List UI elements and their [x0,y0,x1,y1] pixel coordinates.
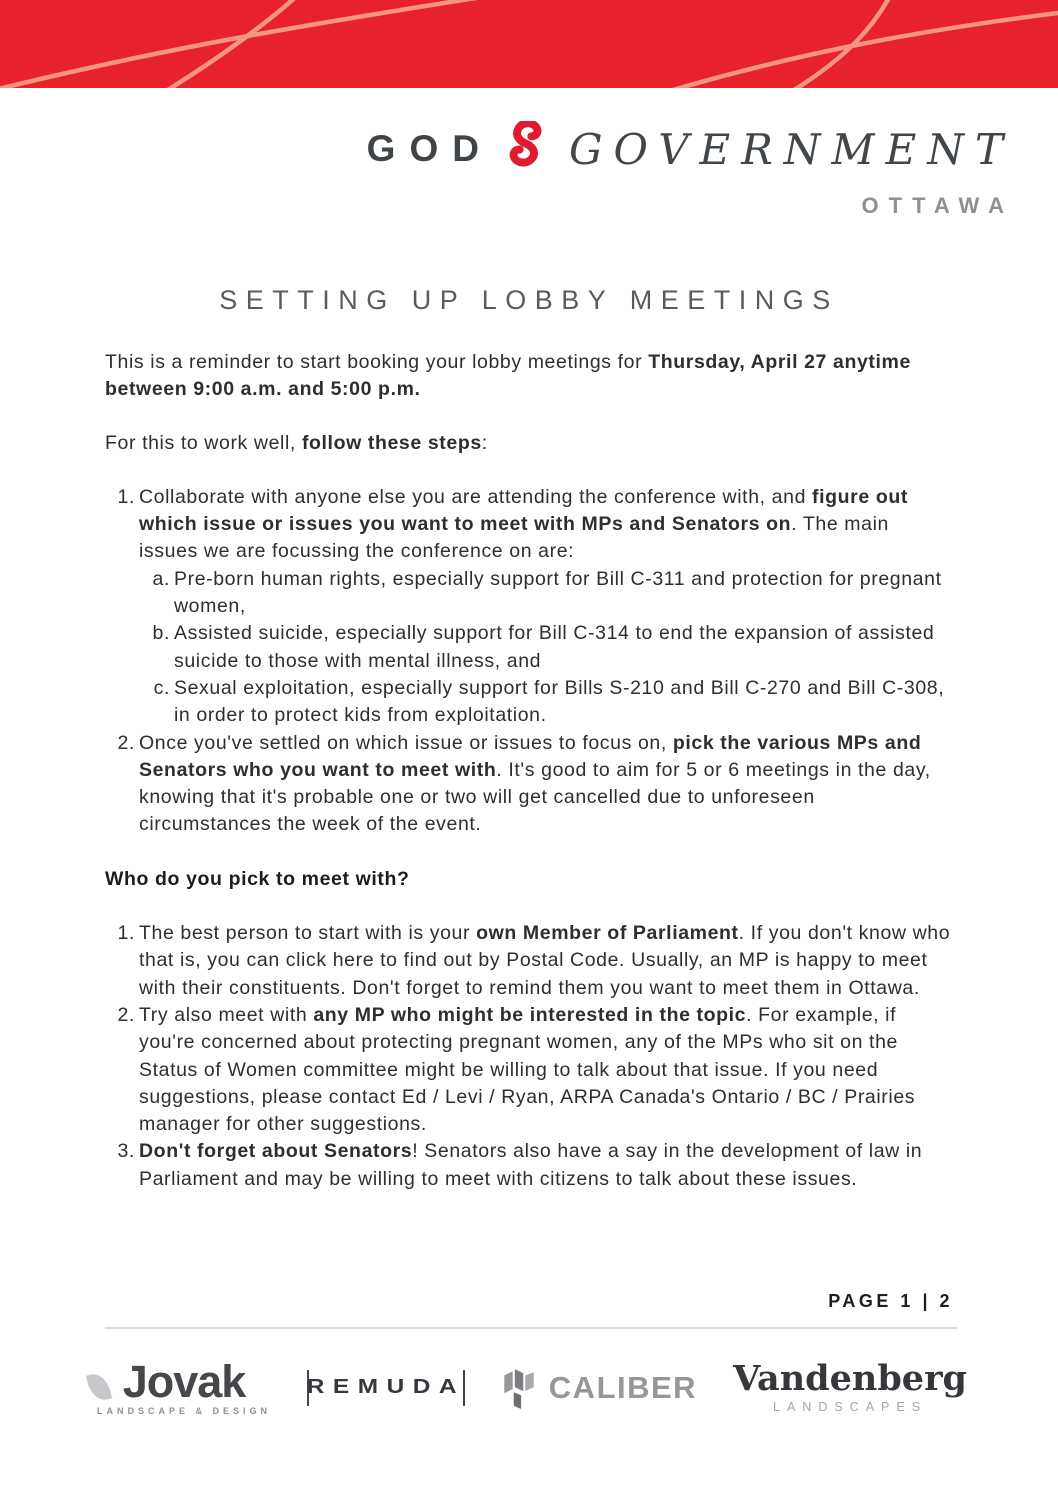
list-item: Collaborate with anyone else you are attending the conference with, and figure out which issue or issues you want to meet with MPs and Senators on. The main issues we are focussing the conference on are: Pre-born human rights, especially support for Bill C-311 and protection for pregnant women, Assisted suicide, especially support for Bill C-314 to end the expansion of assisted suicide to those with mental illness, and Sexual exploitation, especially support for Bills S-210 and Bill C-270 and Bill C-308, in order to protect kids from exploitation. [139,484,953,730]
logo-city-text: OTTAWA [861,193,1014,218]
vandenberg-tagline: LANDSCAPES [773,1400,928,1415]
vandenberg-logo-text: Vandenberg [733,1358,967,1400]
document-body [97,285,967,1417]
list-item: Don't forget about Senators! Senators also have a say in the development of law in Parliament and may be willing to meet with citizens to talk about these issues. [139,1140,923,1190]
caliber-logo [501,1367,697,1409]
list-item: The best person to start with is your own Member of Parliament. If you don't know who that is, you can click here to find out by Postal Code. Usually, an MP is happy to meet with their constituents. Don't forget to remind them you want to meet them in Ottawa. [139,922,951,999]
list-item: Try also meet with any MP who might be interested in the topic. For example, if you're concerned about protecting pregnant women, any of the MPs who sit on the Status of Women committee might be willing to talk about that issue. If you need suggestions, please contact Ed / Levi / Ryan, ARPA Canada's Ontario / BC / Prairies manager for other suggestions. [139,1003,916,1136]
jovak-tagline: LANDSCAPE & DESIGN [97,1406,272,1417]
section-heading: Who do you pick to meet with? [105,867,410,890]
logo-government-text: GOVERNMENT [568,124,1014,174]
sub-list-item: Pre-born human rights, especially support for Bill C-311 and protection for pregnant women, [174,567,942,618]
picks-list [105,920,953,1193]
remuda-logo [307,1370,465,1406]
logo-god-text: GOD [366,128,493,169]
banner-curves-decoration [0,0,1058,88]
list-item: Once you've settled on which issue or issues to focus on, pick the various MPs and Senators who you want to meet with. It's good to aim for 5 or 6 meetings in the day, knowing that it's probable one or two will get cancelled due to unforeseen circumstances the week of the event. [139,731,931,836]
remuda-logo-text: REMUDA [306,1376,466,1399]
ampersand-icon [507,121,543,177]
caliber-mark-icon [501,1367,537,1409]
intro-paragraph: This is a reminder to start booking your lobby meetings for Thursday, April 27 anytime between 9:00 a.m. and 5:00 p.m. [105,351,911,401]
brand-logo [0,121,1058,219]
steps-list [105,484,953,839]
page-number: PAGE 1 | 2 [828,1291,953,1312]
vandenberg-logo [733,1358,967,1415]
sub-list-item: Assisted suicide, especially support for Bill C-314 to end the expansion of assisted suicide to those with mental illness, and [174,622,935,672]
footer-divider [105,1327,957,1329]
sub-list [139,566,953,730]
header-banner [0,0,1058,88]
jovak-logo [91,1356,272,1417]
sponsor-logos [91,1356,967,1417]
jovak-logo-text: Jovak [122,1356,246,1408]
caliber-logo-text: CALIBER [548,1370,698,1406]
page-title: SETTING UP LOBBY MEETINGS [219,285,839,315]
steps-lead-paragraph: For this to work well, follow these steps: [105,431,488,454]
sub-list-item: Sexual exploitation, especially support for Bills S-210 and Bill C-270 and Bill C-308, in order to protect kids from exploitation. [174,676,945,727]
